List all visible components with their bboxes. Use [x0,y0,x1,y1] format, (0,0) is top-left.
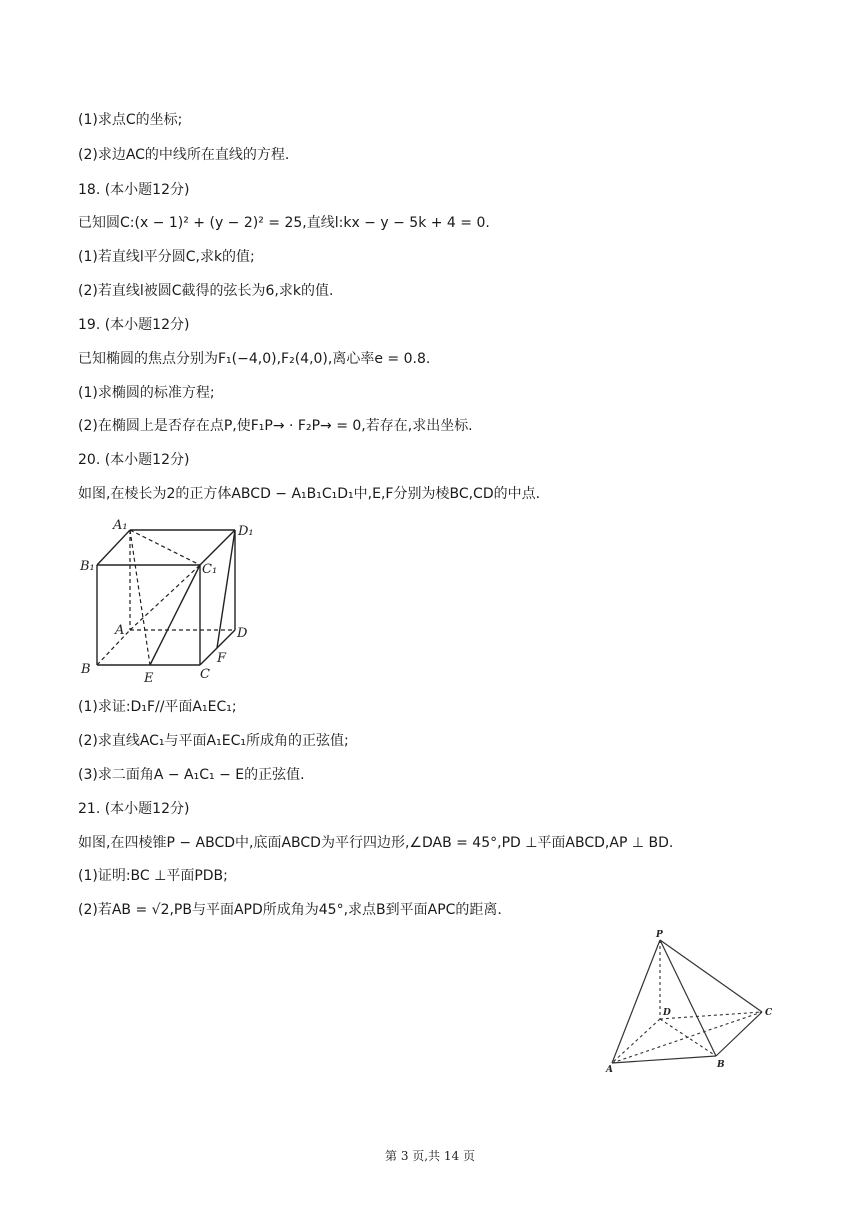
label-d1: D₁ [238,524,254,539]
q19-stem: 已知椭圆的焦点分别为F₁(−4,0),F₂(4,0),离心率e = 0.8. [78,351,431,367]
page-footer: 第 3 页,共 14 页 [385,1149,475,1163]
label-c1: C₁ [202,562,218,577]
q17-part2: (2)求边AC的中线所在直线的方程. [78,147,290,163]
q21-heading: 21. (本小题12分) [78,801,190,817]
cube-figure [75,515,265,690]
label-e: E [144,671,154,686]
q18-stem: 已知圆C:(x − 1)² + (y − 2)² = 25,直线l:kx − y − 5k + 4 = 0. [78,215,490,231]
q21-part1: (1)证明:BC ⊥平面PDB; [78,868,228,884]
q19-part2: (2)在椭圆上是否存在点P,使F₁P→ · F₂P→ = 0,若存在,求出坐标. [78,418,473,434]
q20-part1: (1)求证:D₁F//平面A₁EC₁; [78,699,237,715]
q21-part2: (2)若AB = √2,PB与平面APD所成角为45°,求点B到平面APC的距离. [78,902,502,918]
q18-part2: (2)若直线l被圆C截得的弦长为6,求k的值. [78,283,334,299]
label-a: A [115,623,125,638]
q20-part2: (2)求直线AC₁与平面A₁EC₁所成角的正弦值; [78,733,349,749]
label-b: B [81,662,91,677]
q20-heading: 20. (本小题12分) [78,452,190,468]
label-f: F [217,651,227,666]
q19-part1: (1)求椭圆的标准方程; [78,385,215,401]
q19-heading: 19. (本小题12分) [78,317,190,333]
pyramid-figure [600,928,785,1078]
label-a1: A₁ [113,518,128,533]
q21-stem: 如图,在四棱锥P − ABCD中,底面ABCD为平行四边形,∠DAB = 45°,PD ⊥平面ABCD,AP ⊥ BD. [78,835,674,851]
q20-stem: 如图,在棱长为2的正方体ABCD − A₁B₁C₁D₁中,E,F分别为棱BC,CD的中点. [78,486,541,502]
label-c: C [200,667,210,682]
q18-part1: (1)若直线l平分圆C,求k的值; [78,249,255,265]
q20-part3: (3)求二面角A − A₁C₁ − E的正弦值. [78,767,305,783]
label-b1: B₁ [80,559,95,574]
label-pyr-a: A [606,1065,613,1075]
q17-part1: (1)求点C的坐标; [78,112,183,128]
label-pyr-b: B [717,1060,725,1070]
label-pyr-c: C [765,1008,773,1018]
label-p: P [656,930,663,940]
label-pyr-d: D [663,1008,671,1018]
label-d: D [237,626,248,641]
q18-heading: 18. (本小题12分) [78,182,190,198]
